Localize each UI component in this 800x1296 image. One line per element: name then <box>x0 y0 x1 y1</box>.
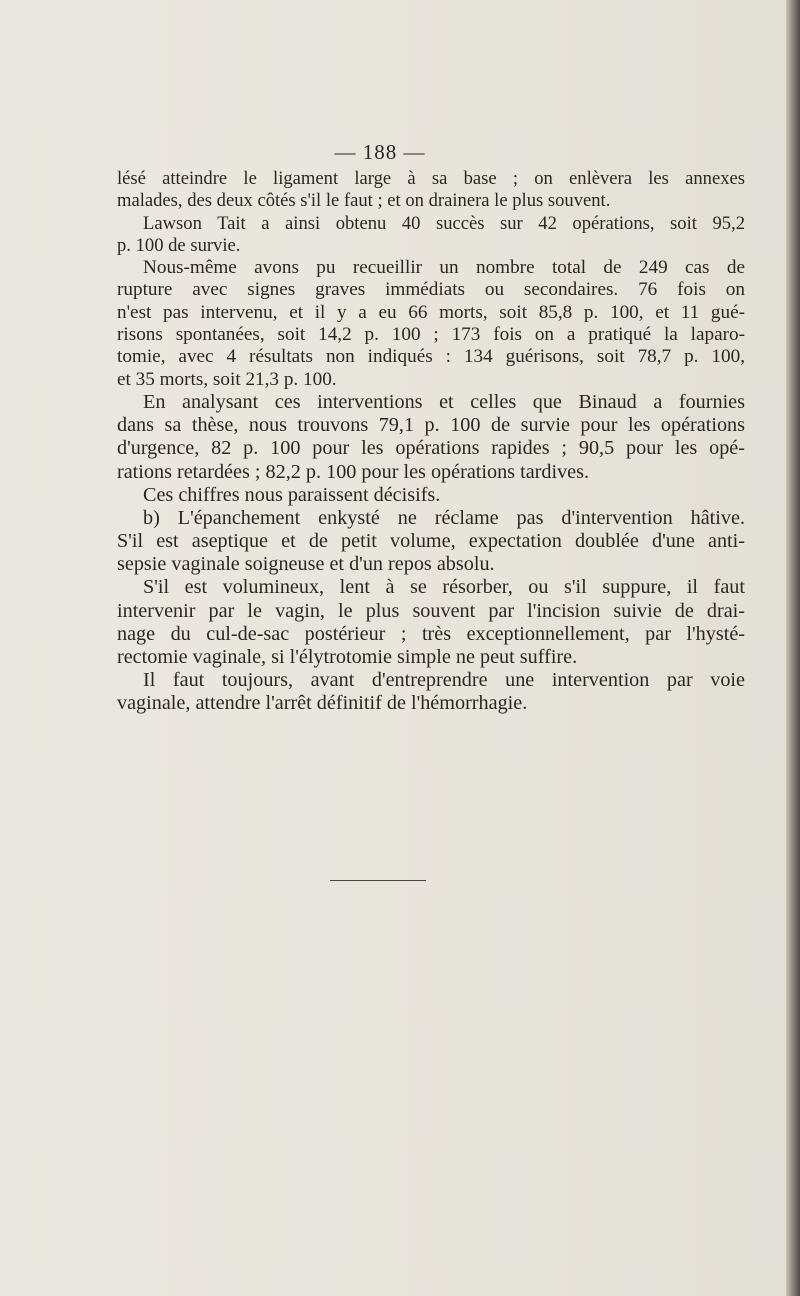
text-line: vaginale, attendre l'arrêt définitif de l'hémorrhagie. <box>117 692 528 715</box>
section-divider <box>330 880 426 881</box>
paragraph-statistics <box>117 257 745 391</box>
text-line: malades, des deux côtés s'il le faut ; et on drainera le plus souvent. <box>117 190 611 212</box>
paragraph-section-b <box>117 507 745 577</box>
paragraph-continuation <box>117 168 745 213</box>
text-line: Ces chiffres nous paraissent décisifs. <box>143 483 441 506</box>
paragraph-conclusion <box>117 484 745 507</box>
text-line: Il faut toujours, avant d'entreprendre une intervention par voie <box>143 669 745 692</box>
text-line: b) L'épanchement enkysté ne réclame pas d'intervention hâtive. <box>143 506 745 529</box>
text-line: rupture avec signes graves immédiats ou secondaires. 76 fois on <box>117 279 745 301</box>
text-line: tomie, avec 4 résultats non indiqués : 134 guérisons, soit 78,7 p. 100, <box>117 346 745 368</box>
paragraph-final <box>117 669 745 715</box>
text-line: d'urgence, 82 p. 100 pour les opérations rapides ; 90,5 pour les opé- <box>117 437 745 460</box>
text-line: p. 100 de survie. <box>117 234 241 256</box>
text-line: rations retardées ; 82,2 p. 100 pour les opérations tardives. <box>117 460 590 483</box>
page-edge-shadow <box>786 0 800 1296</box>
text-line: lésé atteindre le ligament large à sa base ; on enlèvera les annexes <box>117 168 745 189</box>
text-line: sepsie vaginale soigneuse et d'un repos absolu. <box>117 553 495 576</box>
text-line: S'il est volumineux, lent à se résorber, ou s'il suppure, il faut <box>143 576 745 599</box>
text-line: Nous-même avons pu recueillir un nombre total de 249 cas de <box>143 257 745 279</box>
text-line: nage du cul-de-sac postérieur ; très exceptionnellement, par l'hysté- <box>117 622 745 645</box>
text-line: rectomie vaginale, si l'élytrotomie simple ne peut suffire. <box>117 646 578 669</box>
page-number: — 188 — <box>334 140 426 164</box>
text-line: Lawson Tait a ainsi obtenu 40 succès sur 42 opérations, soit 95,2 <box>143 212 745 234</box>
text-line: intervenir par le vagin, le plus souvent par l'incision suivie de drai- <box>117 599 745 622</box>
paragraph-lawson-tait <box>117 213 745 258</box>
paragraph-voluminous <box>117 576 745 669</box>
text-line: n'est pas intervenu, et il y a eu 66 morts, soit 85,8 p. 100, et 11 gué- <box>117 301 745 323</box>
text-line: En analysant ces interventions et celles que Binaud a fournies <box>143 390 745 413</box>
page-body <box>117 168 745 716</box>
text-line: S'il est aseptique et de petit volume, expectation doublée d'une anti- <box>117 530 745 553</box>
text-line: et 35 morts, soit 21,3 p. 100. <box>117 368 337 390</box>
paragraph-analysis <box>117 391 745 484</box>
text-line: risons spontanées, soit 14,2 p. 100 ; 173 fois on a pratiqué la laparo- <box>117 324 745 346</box>
text-line: dans sa thèse, nous trouvons 79,1 p. 100 de survie pour les opérations <box>117 414 745 437</box>
